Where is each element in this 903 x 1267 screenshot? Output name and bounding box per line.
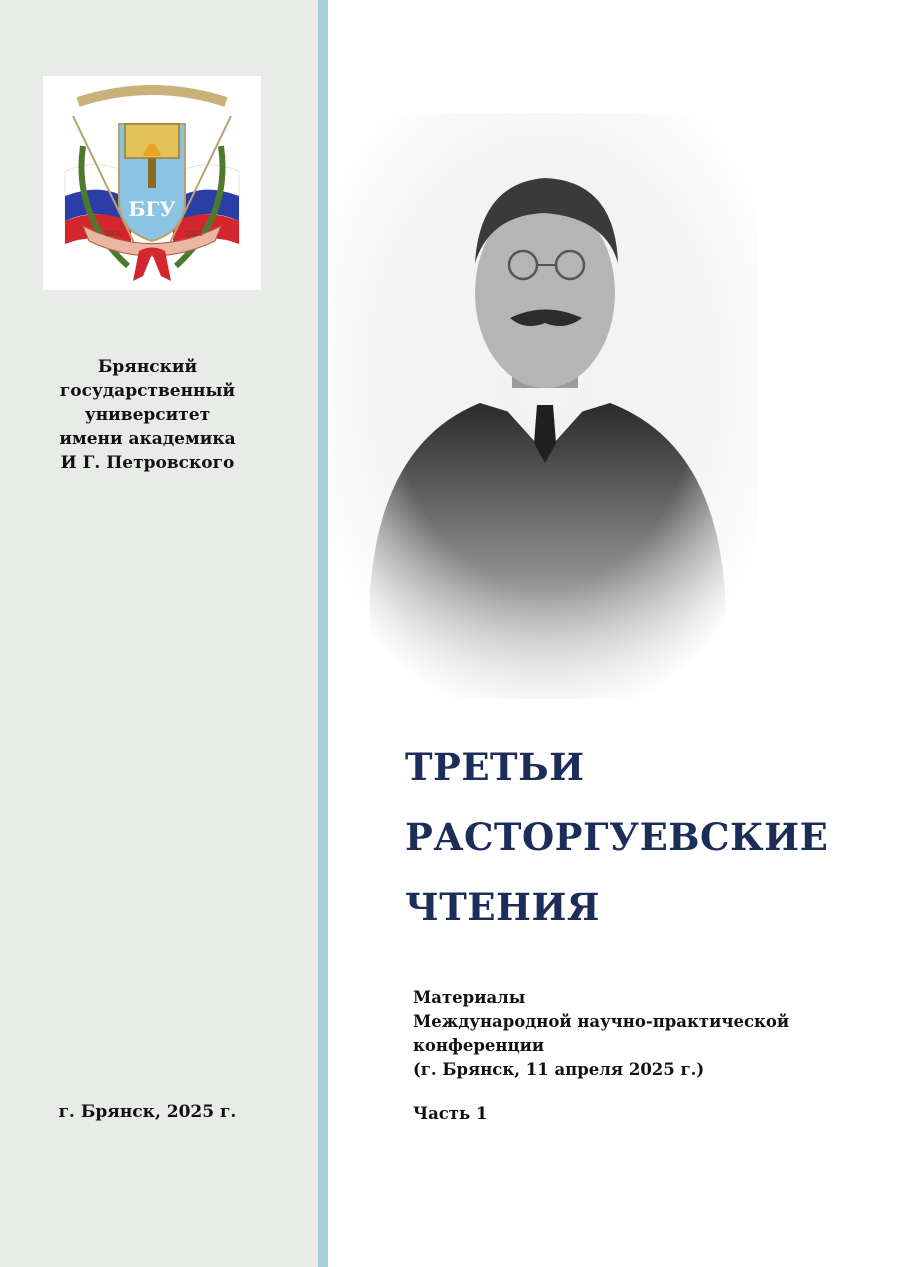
svg-text:2005: 2005 <box>185 230 203 238</box>
title-line: РАСТОРГУЕВСКИЕ <box>405 815 829 859</box>
conference-description <box>413 986 883 1082</box>
materials-line: конференции <box>413 1036 545 1055</box>
materials-line: (г. Брянск, 11 апреля 2025 г.) <box>413 1060 705 1079</box>
university-name: Брянский государственный университет имени академика И Г. Петровского <box>59 357 236 473</box>
svg-text:1930: 1930 <box>105 230 123 238</box>
materials-line: Международной научно-практической <box>413 1012 790 1031</box>
divider-bar <box>318 0 328 1267</box>
book-title <box>405 732 828 942</box>
university-logo <box>43 76 261 290</box>
university-emblem-icon <box>43 76 261 290</box>
part-number: Часть 1 <box>413 1104 488 1123</box>
city-year: г. Брянск, 2025 г. <box>58 1102 237 1122</box>
title-line: ЧТЕНИЯ <box>405 885 601 929</box>
portrait-icon <box>330 113 758 699</box>
title-line: ТРЕТЬИ <box>405 745 585 789</box>
materials-line: Материалы <box>413 988 526 1007</box>
svg-text:БГУ: БГУ <box>128 197 176 221</box>
portrait-photo <box>330 113 758 699</box>
